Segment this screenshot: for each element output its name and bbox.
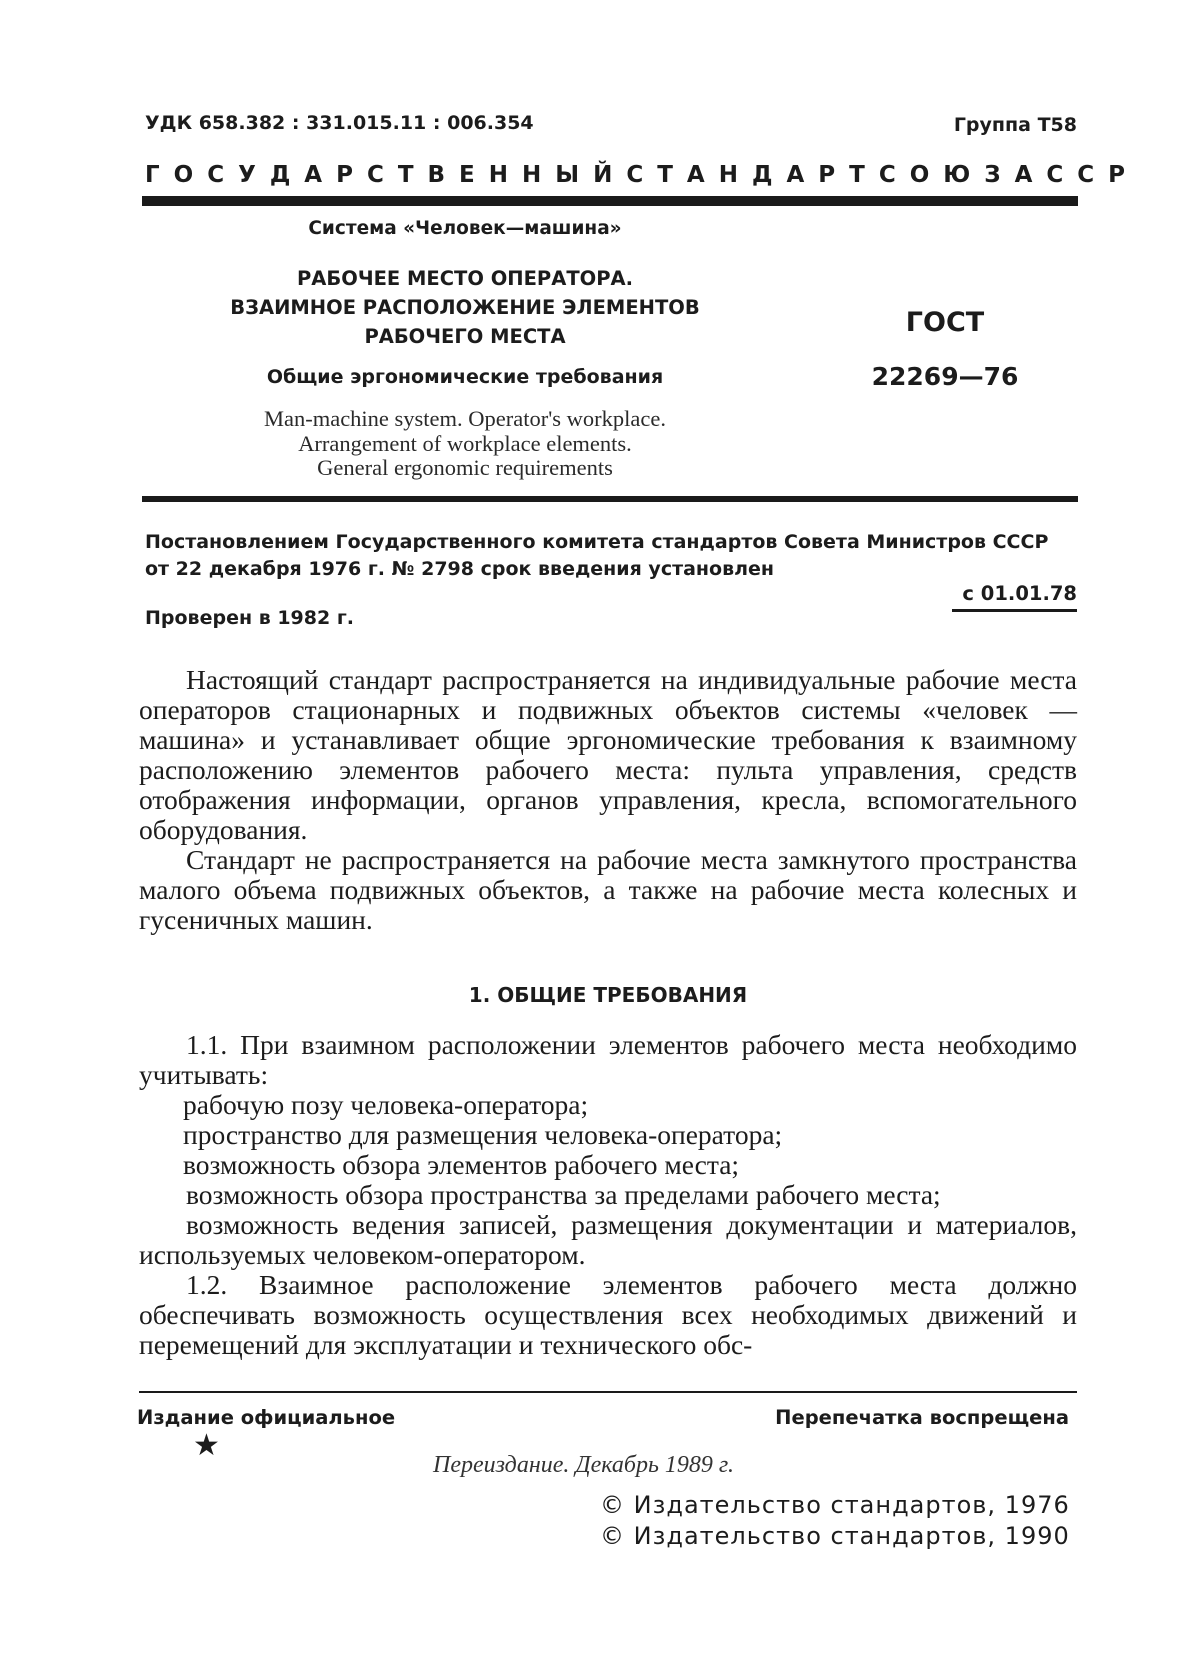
official-edition: Издание официальное (137, 1406, 396, 1429)
document-title (145, 264, 785, 351)
title-line: ВЗАИМНОЕ РАСПОЛОЖЕНИЕ ЭЛЕМЕНТОВ (230, 296, 700, 319)
gost-label: ГОСТ (905, 307, 985, 338)
list-item: возможность ведения записей, размещения документации и материалов, используемых человеком-оператором. (139, 1209, 1077, 1270)
english-title-line: General ergonomic requirements (317, 455, 613, 480)
paragraph-1-2: 1.2. Взаимное расположение элементов рабочего места должно обеспечивать возможность осуществления всех необходимых движений и перемещений для эксплуатации и технического обс- (139, 1269, 1077, 1360)
copyright-1990: © Издательство стандартов, 1990 (600, 1522, 1070, 1550)
english-title (145, 407, 785, 481)
effective-date: с 01.01.78 (952, 582, 1077, 612)
section-body (139, 1030, 1077, 1360)
intro-section (139, 665, 1077, 935)
decree-text: Постановлением Государственного комитета стандартов Совета Министров СССР от 22 декабря 1976 г. № 2798 срок введения установлен (145, 531, 1049, 580)
reissue-note: Переиздание. Декабрь 1989 г. (433, 1452, 734, 1478)
footer-divider (139, 1391, 1077, 1393)
banner-word: СОЮЗА (878, 162, 1047, 188)
gost-number: 22269—76 (871, 362, 1019, 391)
list-item: пространство для размещения человека-оператора; (183, 1119, 783, 1150)
title-line: РАБОЧЕГО МЕСТА (364, 325, 566, 348)
paragraph-1-1: 1.1. При взаимном расположении элементов рабочего места необходимо учитывать: (139, 1029, 1077, 1090)
banner-word: СТАНДАРТ (626, 162, 879, 188)
banner-word: ССР (1046, 162, 1140, 188)
intro-paragraph: Настоящий стандарт распространяется на индивидуальные рабочие места операторов стационарных и подвижных объектов системы «человек — машина» и устанавливает общие эргономические требования к взаимному расположению элементов рабочего места: пульта управления, средств отображения информации, органов управления, кресла, вспомогательного оборудования. (139, 664, 1077, 845)
banner-word: ГОСУДАРСТВЕННЫЙ (145, 162, 627, 188)
title-line: РАБОЧЕЕ МЕСТО ОПЕРАТОРА. (297, 267, 633, 290)
title-divider (142, 496, 1078, 502)
group-code: Группа Т58 (953, 114, 1077, 136)
copyright-1976: © Издательство стандартов, 1976 (600, 1491, 1070, 1519)
top-divider (142, 196, 1078, 206)
list-item: возможность обзора элементов рабочего места; (183, 1149, 740, 1180)
english-title-line: Man-machine system. Operator's workplace. (263, 406, 667, 431)
section-heading: 1. ОБЩИЕ ТРЕБОВАНИЯ (468, 983, 748, 1007)
checked-note: Проверен в 1982 г. (145, 607, 354, 629)
list-item: рабочую позу человека-оператора; (183, 1089, 589, 1120)
star-icon: ★ (193, 1428, 220, 1463)
reprint-notice: Перепечатка воспрещена (775, 1406, 1069, 1429)
udk-code: УДК 658.382 : 331.015.11 : 006.354 (145, 112, 534, 134)
document-subtitle: Общие эргономические требования (266, 366, 664, 388)
list-item: возможность обзора пространства за пределами рабочего места; (186, 1179, 941, 1210)
state-standard-banner (145, 162, 1140, 188)
english-title-line: Arrangement of workplace elements. (298, 430, 632, 456)
intro-paragraph: Стандарт не распространяется на рабочие места замкнутого пространства малого объема подвижных объектов, а также на рабочие места колесных и гусеничных машин. (139, 844, 1077, 935)
system-name: Система «Человек—машина» (308, 218, 622, 239)
